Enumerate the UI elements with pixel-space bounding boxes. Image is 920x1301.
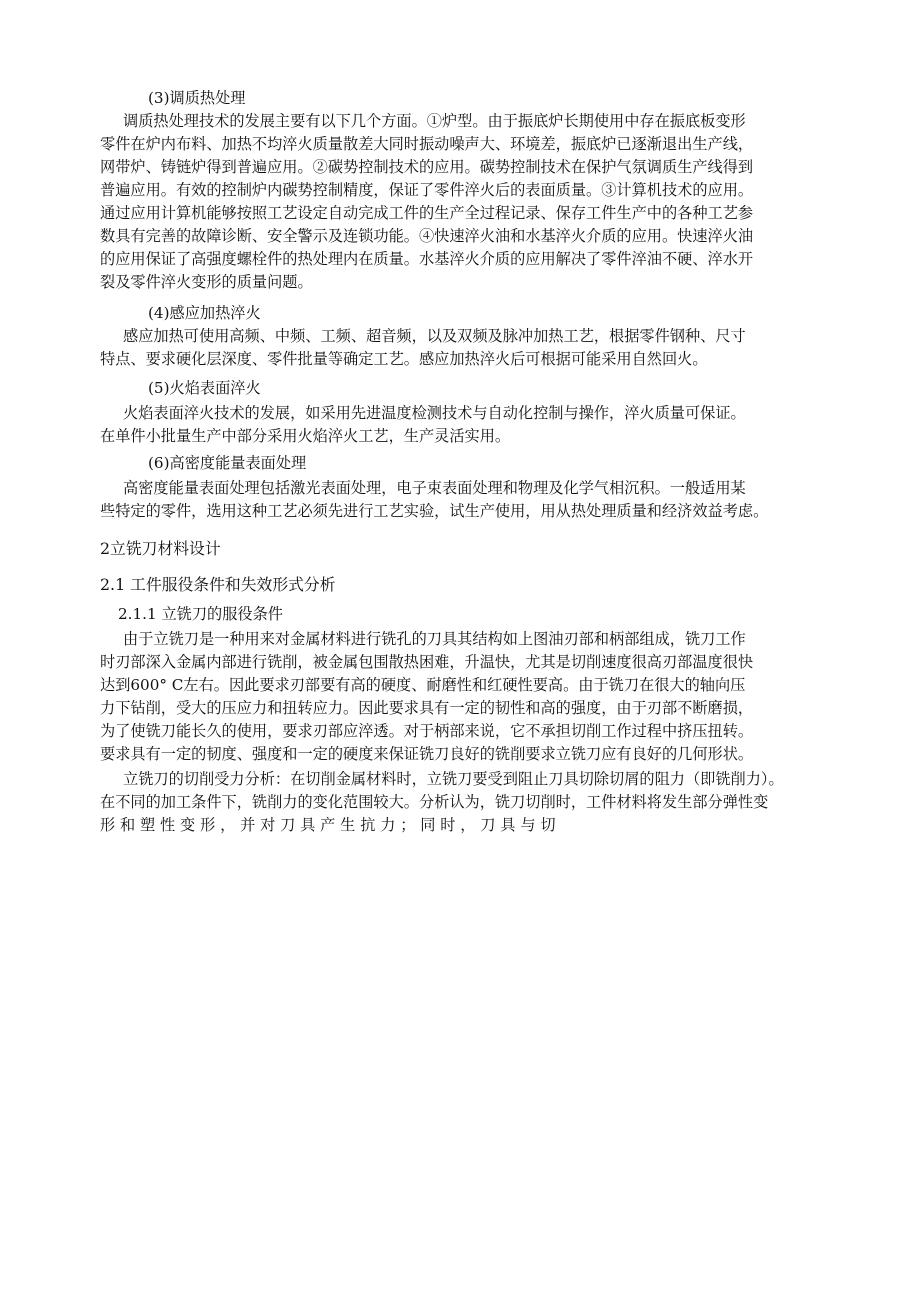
paragraph-line: 火焰表面淬火技术的发展，如采用先进温度检测技术与自动化控制与操作，淬火质量可保证。 [123,404,746,422]
section-6-title: (6)高密度能量表面处理 [148,454,307,472]
section-2-1-heading: 2.1 工件服役条件和失效形式分析 [100,575,336,594]
paragraph-line: 的应用保证了高强度螺栓件的热处理内在质量。水基淬火介质的应用解决了零件淬油不硬、淬水开 [100,250,754,268]
paragraph-line: 要求具有一定的韧度、强度和一定的硬度来保证铣刀良好的铣削要求立铣刀应有良好的几何形状。 [100,745,754,763]
section-5-title: (5)火焰表面淬火 [148,379,261,397]
paragraph-line: 在单件小批量生产中部分采用火焰淬火工艺，生产灵活实用。 [100,427,511,445]
paragraph-line: 形 和 塑 性 变 形 ， 并 对 刀 具 产 生 抗 力 ； 同 时 ， 刀 具 与 切 [100,816,556,834]
paragraph-line: 些特定的零件，选用这种工艺必须先进行工艺实验，试生产使用，用从热处理质量和经济效益考虑。 [100,502,769,520]
paragraph-line: 特点、要求硬化层深度、零件批量等确定工艺。感应加热淬火后可根据可能采用自然回火。 [100,350,708,368]
section-4-title: (4)感应加热淬火 [148,304,261,322]
paragraph-line: 由于立铣刀是一种用来对金属材料进行铣孔的刀具其结构如上图油刃部和柄部组成，铣刀工作 [123,630,746,648]
paragraph-line: 通过应用计算机能够按照工艺设定自动完成工件的生产全过程记录、保存工件生产中的各种工艺参 [100,204,754,222]
paragraph-line: 数具有完善的故障诊断、安全警示及连锁功能。④快速淬火油和水基淬火介质的应用。快速淬火油 [100,227,754,245]
paragraph-line: 立铣刀的切削受力分析：在切削金属材料时，立铣刀要受到阻止刀具切除切屑的阻力（即铣削力）。 [123,770,784,788]
paragraph-line: 普遍应用。有效的控制炉内碳势控制精度，保证了零件淬火后的表面质量。③计算机技术的应用。 [100,181,754,199]
paragraph-line: 裂及零件淬火变形的质量问题。 [100,273,313,291]
paragraph-line: 在不同的加工条件下，铣削力的变化范围较大。分析认为，铣刀切削时，工件材料将发生部分弹性变 [100,793,769,811]
chapter-2-heading: 2立铣刀材料设计 [100,539,221,558]
paragraph-line: 达到600° C左右。因此要求刃部要有高的硬度、耐磨性和红硬性要高。由于铣刀在很大的轴向压 [100,676,746,694]
paragraph-line: 网带炉、铸链炉得到普遍应用。②碳势控制技术的应用。碳势控制技术在保护气氛调质生产线得到 [100,158,754,176]
paragraph-line: 力下钻削，受大的压应力和扭转应力。因此要求具有一定的韧性和高的强度，由于刃部不断磨损， [100,699,754,717]
paragraph-line: 为了使铣刀能长久的使用，要求刃部应淬透。对于柄部来说，它不承担切削工作过程中挤压扭转。 [100,722,754,740]
section-3-title: (3)调质热处理 [148,89,246,107]
paragraph-line: 感应加热可使用高频、中频、工频、超音频，以及双频及脉冲加热工艺，根据零件钢种、尺寸 [123,327,746,345]
paragraph-line: 高密度能量表面处理包括激光表面处理，电子束表面处理和物理及化学气相沉积。一般适用某 [123,479,746,497]
section-2-1-1-heading: 2.1.1 立铣刀的服役条件 [118,605,283,623]
paragraph-line: 零件在炉内布料、加热不均淬火质量散差大同时振动噪声大、环境差，振底炉已逐渐退出生产线， [100,135,754,153]
paragraph-line: 调质热处理技术的发展主要有以下几个方面。①炉型。由于振底炉长期使用中存在振底板变形 [123,112,746,130]
paragraph-line: 时刃部深入金属内部进行铣削，被金属包围散热困难，升温快，尤其是切削速度很高刃部温度很快 [100,653,754,671]
